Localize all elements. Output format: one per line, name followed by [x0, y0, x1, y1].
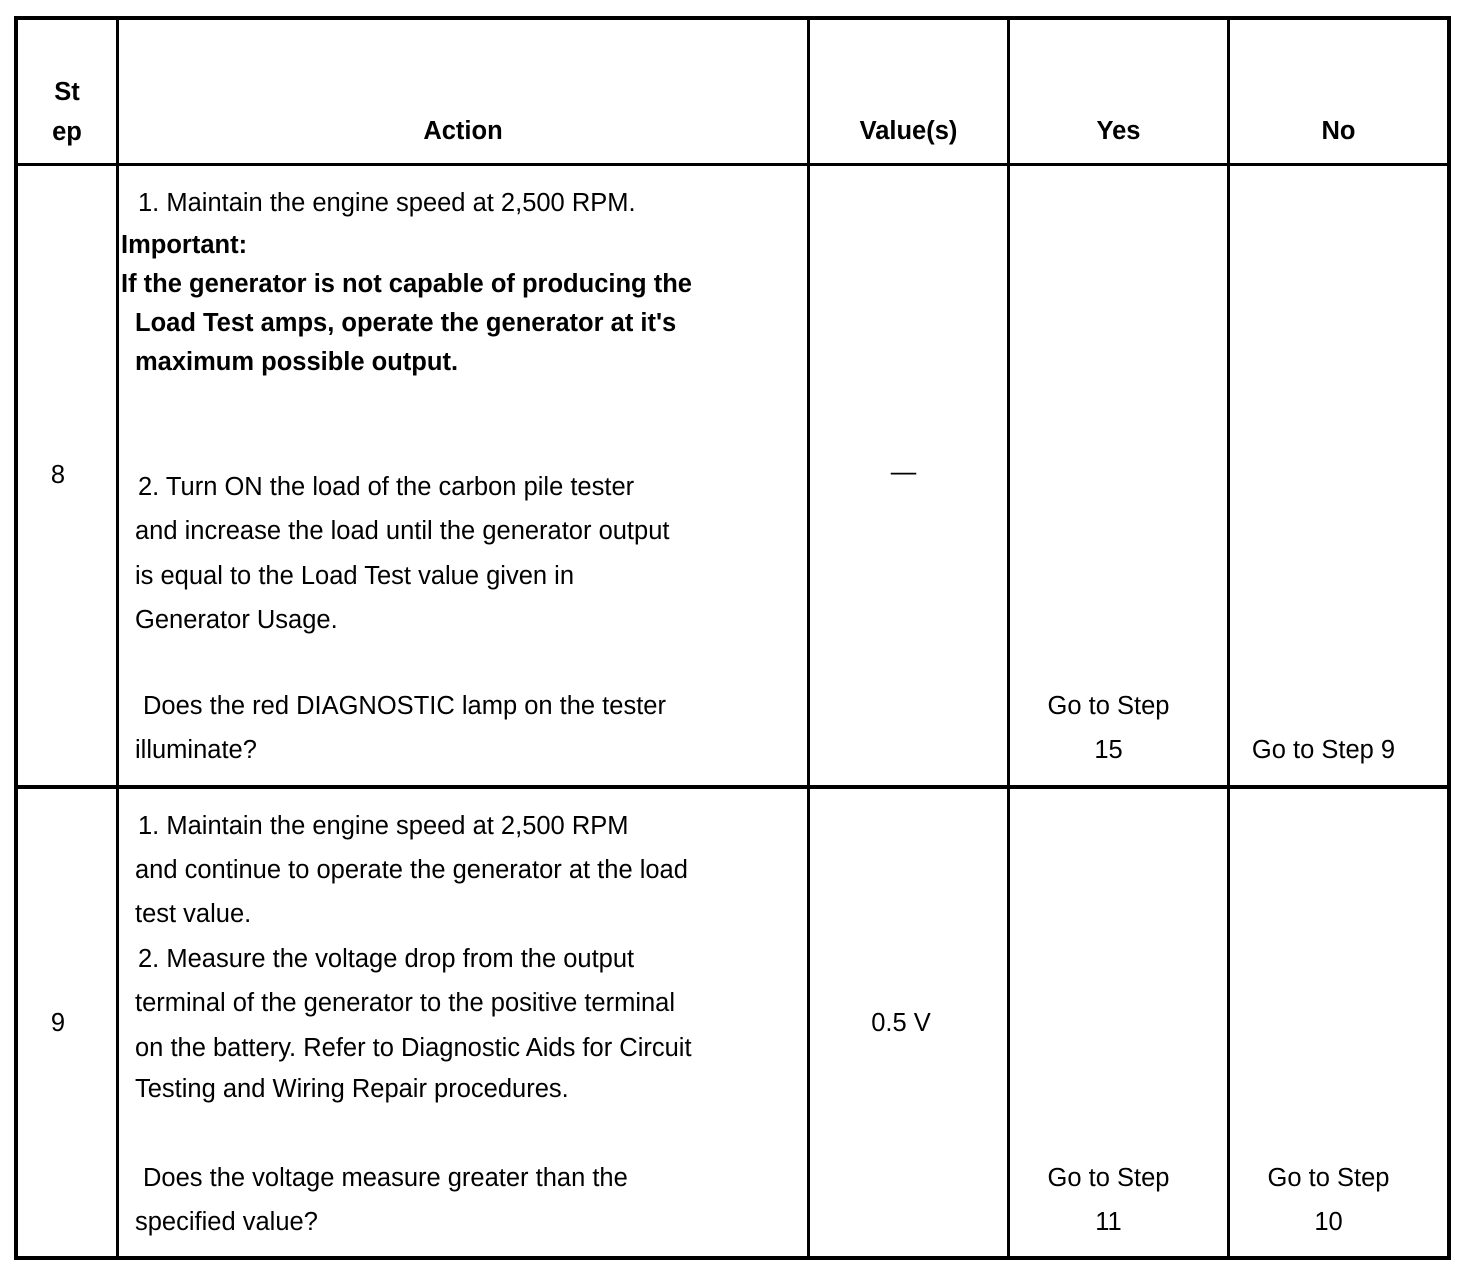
action-8-item2-line4: Generator Usage. [135, 606, 338, 634]
header-action: Action [423, 117, 503, 145]
action-8-important-label: Important: [121, 231, 248, 259]
action-9-item1-line1: 1. Maintain the engine speed at 2,500 RPM [138, 812, 629, 840]
action-9-item1-line3: test value. [135, 900, 252, 928]
yes-9-line1: Go to Step [1047, 1164, 1170, 1192]
no-9-line1: Go to Step [1267, 1164, 1390, 1192]
value-9: 0.5 V [871, 1009, 931, 1037]
action-8-important-line1: If the generator is not capable of producing the [121, 270, 692, 298]
yes-8-line2: 15 [1094, 736, 1123, 764]
header-values: Value(s) [859, 117, 958, 145]
action-8-question-line2: illuminate? [135, 736, 257, 764]
action-9-question-line1: Does the voltage measure greater than the [143, 1164, 628, 1192]
no-9-line2: 10 [1314, 1208, 1343, 1236]
action-8-question-line1: Does the red DIAGNOSTIC lamp on the tester [143, 692, 666, 720]
column-divider-values [1007, 16, 1010, 1260]
action-9-item2-line1: 2. Measure the voltage drop from the output [138, 945, 635, 973]
header-step-line2: ep [52, 118, 82, 146]
action-8-item2-line1: 2. Turn ON the load of the carbon pile tester [138, 473, 635, 501]
yes-9-line2: 11 [1095, 1208, 1122, 1236]
step-number-8: 8 [50, 461, 66, 489]
table-border-right [1447, 16, 1451, 1260]
action-8-item2-line2: and increase the load until the generator output [135, 517, 670, 545]
action-8-important-line2: Load Test amps, operate the generator at it's [135, 309, 677, 337]
column-divider-action [807, 16, 810, 1260]
table-border-bottom [14, 1256, 1451, 1260]
row-divider [14, 785, 1451, 789]
header-no: No [1321, 117, 1356, 145]
action-9-item2-line2: terminal of the generator to the positive terminal [135, 989, 676, 1017]
column-divider-yes [1227, 16, 1230, 1260]
action-8-item2-line3: is equal to the Load Test value given in [135, 562, 575, 590]
header-step-line1: St [54, 78, 80, 106]
action-9-question-line2: specified value? [135, 1208, 318, 1236]
value-8: — [890, 458, 917, 486]
table-border-left [14, 16, 18, 1260]
header-divider [14, 163, 1451, 166]
column-divider-step [116, 16, 119, 1260]
action-9-item1-line2: and continue to operate the generator at the load [135, 856, 688, 884]
action-9-item2-line3: on the battery. Refer to Diagnostic Aids for Circuit [135, 1034, 692, 1062]
table-border-top [14, 16, 1451, 20]
step-number-9: 9 [50, 1009, 66, 1037]
yes-8-line1: Go to Step [1047, 692, 1170, 720]
action-9-item2-line4: Testing and Wiring Repair procedures. [135, 1075, 569, 1103]
action-8-important-line3: maximum possible output. [135, 348, 459, 376]
action-8-item1: 1. Maintain the engine speed at 2,500 RPM. [138, 189, 636, 217]
header-yes: Yes [1096, 117, 1141, 145]
no-8-line1: Go to Step 9 [1251, 736, 1396, 764]
